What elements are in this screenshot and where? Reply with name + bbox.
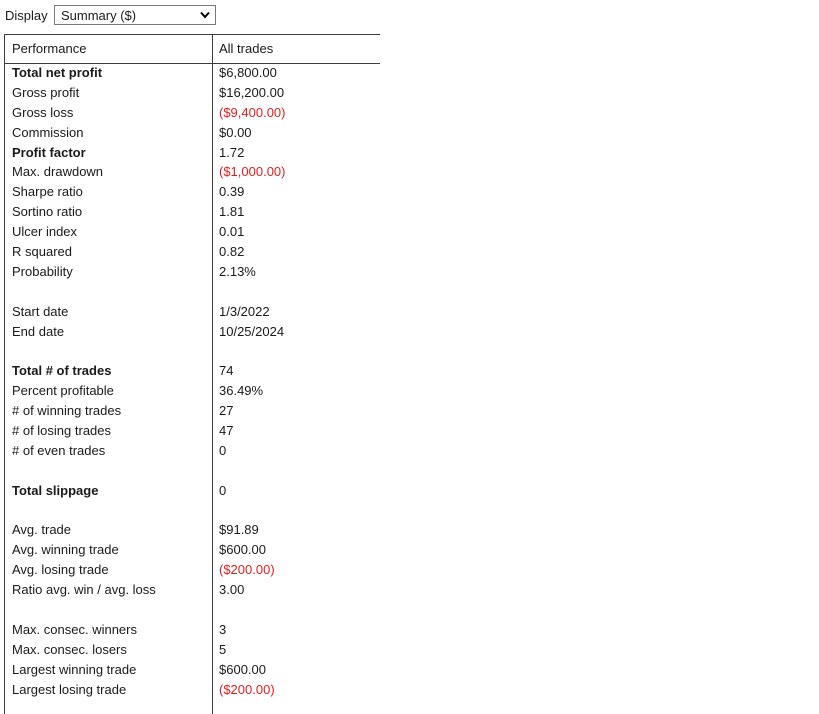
metric-value: $600.00 [219,542,266,558]
table-row[interactable] [4,341,380,361]
table-row[interactable] [4,83,380,103]
metric-label: Avg. trade [12,522,72,538]
table-row[interactable] [4,361,380,381]
table-row[interactable] [4,322,380,342]
metric-label: Profit factor [12,144,86,160]
metric-value: $600.00 [219,661,266,677]
metric-value: 3 [219,621,227,637]
metric-label: Ratio avg. win / avg. loss [12,582,156,598]
metric-value: 0 [219,482,227,498]
table-row[interactable] [4,461,380,481]
table-row[interactable] [4,481,380,501]
table-row[interactable] [4,103,380,123]
table-row[interactable] [4,600,380,620]
metric-label: # of losing trades [12,423,112,439]
metric-label: Largest winning trade [12,661,137,677]
metric-label: Start date [12,303,69,319]
metric-value: 0.01 [219,224,245,240]
metric-value: $0.00 [219,124,252,140]
metric-label: Sortino ratio [12,204,83,220]
table-row[interactable] [4,222,380,242]
table-row[interactable] [4,401,380,421]
table-row[interactable] [4,182,380,202]
metric-label: Avg. losing trade [12,562,109,578]
metric-value: $16,200.00 [219,84,285,100]
metric-label: Largest losing trade [12,681,127,697]
metric-label: Ulcer index [12,224,78,240]
metric-value: ($9,400.00) [219,104,286,120]
table-row[interactable] [4,540,380,560]
table-row[interactable] [4,660,380,680]
metric-label: Total # of trades [12,363,112,379]
table-row[interactable] [4,262,380,282]
toolbar [0,0,819,32]
table-row[interactable] [4,242,380,262]
metric-value: ($1,000.00) [219,164,286,180]
chevron-down-icon [199,9,211,21]
table-row[interactable] [4,123,380,143]
table-row[interactable] [4,162,380,182]
column-header-performance[interactable]: Performance [12,41,87,56]
metric-label: Max. consec. losers [12,641,127,657]
table-row[interactable] [4,441,380,461]
metric-label: Total net profit [12,65,103,80]
display-select-value: Summary ($) [61,8,137,23]
metric-label: Probability [12,263,73,279]
metric-value: 0.39 [219,184,245,200]
metric-value: ($200.00) [219,562,275,578]
table-row[interactable] [4,520,380,540]
metric-label: # of even trades [12,442,106,458]
table-row[interactable] [4,143,380,163]
metric-value: 47 [219,423,234,439]
metric-value: 0 [219,442,227,458]
table-row[interactable] [4,63,380,83]
table-row[interactable] [4,302,380,322]
table-row[interactable] [4,202,380,222]
metric-label: Gross loss [12,104,74,120]
table-row[interactable] [4,501,380,521]
table-row[interactable] [4,620,380,640]
metric-value: 36.49% [219,383,264,399]
grid-top-border [4,34,380,35]
metric-value: 1.72 [219,144,245,160]
metric-label: Commission [12,124,84,140]
metric-value: 3.00 [219,582,245,598]
table-row[interactable] [4,421,380,441]
table-row[interactable] [4,580,380,600]
metric-label: # of winning trades [12,403,122,419]
metric-value: 1.81 [219,204,245,220]
metric-value: 74 [219,363,234,379]
metric-value: $6,800.00 [219,65,277,80]
metric-value: 10/25/2024 [219,323,285,339]
metric-label: Max. drawdown [12,164,104,180]
metric-label: End date [12,323,65,339]
metric-value: ($200.00) [219,681,275,697]
table-row[interactable] [4,560,380,580]
metric-label: Avg. winning trade [12,542,119,558]
metric-label: Gross profit [12,84,80,100]
metric-value: 5 [219,641,227,657]
metric-value: 1/3/2022 [219,303,270,319]
table-row[interactable] [4,640,380,660]
metric-value: $91.89 [219,522,259,538]
metric-label: Max. consec. winners [12,621,137,637]
table-row[interactable] [4,680,380,700]
performance-grid [4,34,380,714]
display-label: Display [5,8,48,23]
metric-label: Total slippage [12,482,99,498]
column-header-all-trades[interactable]: All trades [219,41,274,56]
grid-rows [4,63,380,700]
metric-value: 27 [219,403,234,419]
table-row[interactable] [4,381,380,401]
display-select[interactable] [54,5,216,25]
metric-label: Percent profitable [12,383,114,399]
table-row[interactable] [4,282,380,302]
metric-label: R squared [12,244,72,260]
metric-value: 2.13% [219,263,256,279]
metric-value: 0.82 [219,244,245,260]
metric-label: Sharpe ratio [12,184,83,200]
